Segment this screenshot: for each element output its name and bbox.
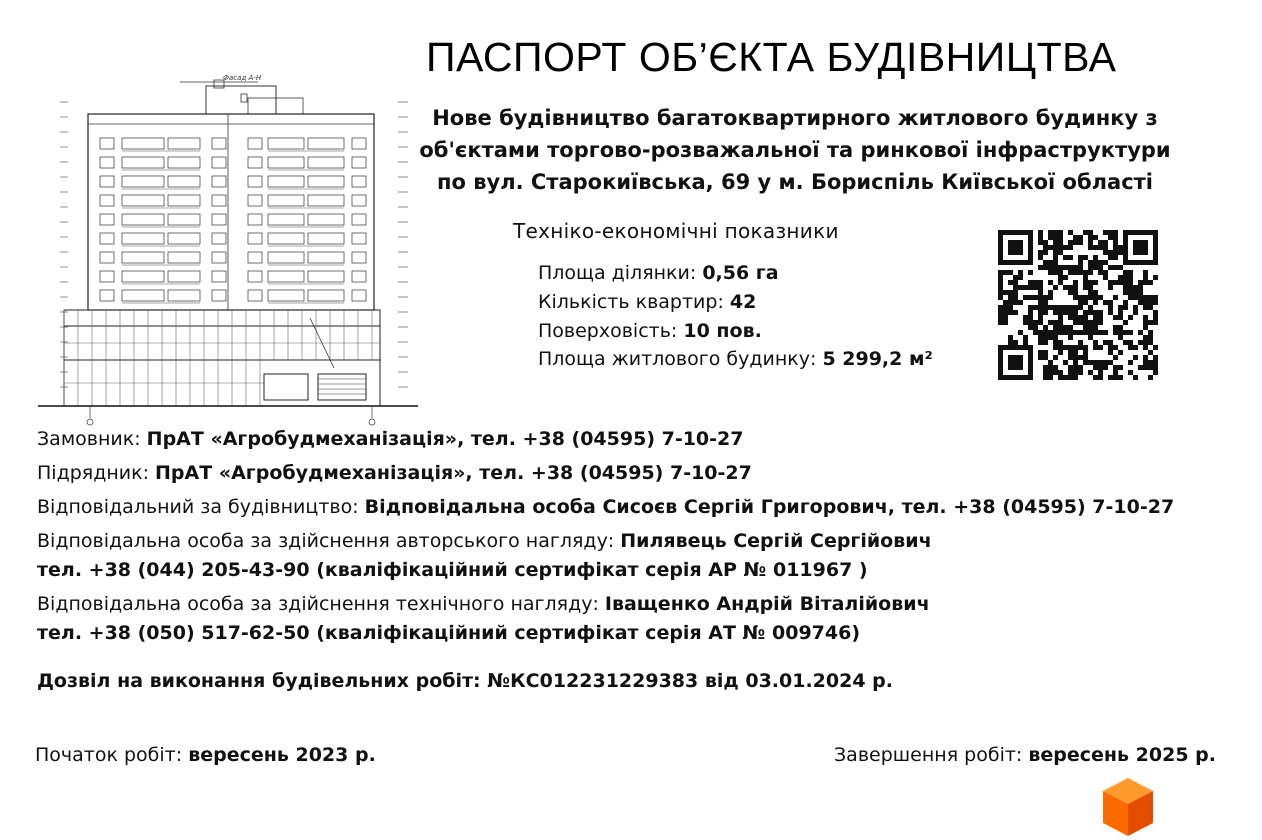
level-marks [60, 102, 408, 387]
tep-heading: Техніко-економічні показники [513, 219, 839, 243]
cube-logo-icon [1100, 776, 1156, 840]
facade-label: Фасад А-Н [223, 74, 262, 82]
description-line: об'єктами торгово-розважальної та ринкової інфраструктури [419, 138, 1171, 162]
tech-supervision-line: Відповідальна особа за здійснення технічного нагляду: Іващенко Андрій Віталійович [37, 593, 930, 615]
building-facade-drawing [38, 72, 418, 428]
description-line: Нове будівництво багатоквартирного житлового будинку з [432, 106, 1158, 130]
tep-row-floors: Поверховість: 10 пов. [538, 320, 762, 342]
object-description [415, 102, 1175, 198]
glazing-grid [64, 310, 380, 406]
tech-supervision-contacts: тел. +38 (050) 517-62-50 (кваліфікаційний сертифікат серія АТ № 009746) [37, 622, 861, 644]
start-date: Початок робіт: вересень 2023 р. [35, 744, 376, 766]
page-title: ПАСПОРТ ОБ’ЄКТА БУДІВНИЦТВА [426, 34, 1117, 80]
end-date: Завершення робіт: вересень 2025 р. [834, 744, 1216, 766]
responsible-line: Відповідальний за будівництво: Відповідальна особа Сисоєв Сергій Григорович, тел. +38 (04595) 7-10-27 [37, 496, 1175, 518]
window-grid [100, 114, 366, 310]
author-supervision-line: Відповідальна особа за здійснення авторського нагляду: Пилявець Сергій Сергійович [37, 530, 932, 552]
qr-code-icon[interactable] [998, 230, 1158, 380]
contractor-line: Підрядник: ПрАТ «Агробудмеханізація», тел. +38 (04595) 7-10-27 [37, 462, 752, 484]
tep-row-apartments: Кількість квартир: 42 [538, 291, 757, 313]
construction-permit: Дозвіл на виконання будівельних робіт: №КС012231229383 від 03.01.2024 р. [37, 670, 893, 692]
description-line: по вул. Старокиївська, 69 у м. Бориспіль Київської області [436, 170, 1154, 194]
customer-line: Замовник: ПрАТ «Агробудмеханізація», тел. +38 (04595) 7-10-27 [37, 428, 744, 450]
author-supervision-contacts: тел. +38 (044) 205-43-90 (кваліфікаційний сертифікат серія АР № 011967 ) [37, 559, 868, 581]
tep-row-living-area: Площа житлового будинку: 5 299,2 м² [538, 348, 933, 370]
tep-row-site-area: Площа ділянки: 0,56 га [538, 262, 779, 284]
